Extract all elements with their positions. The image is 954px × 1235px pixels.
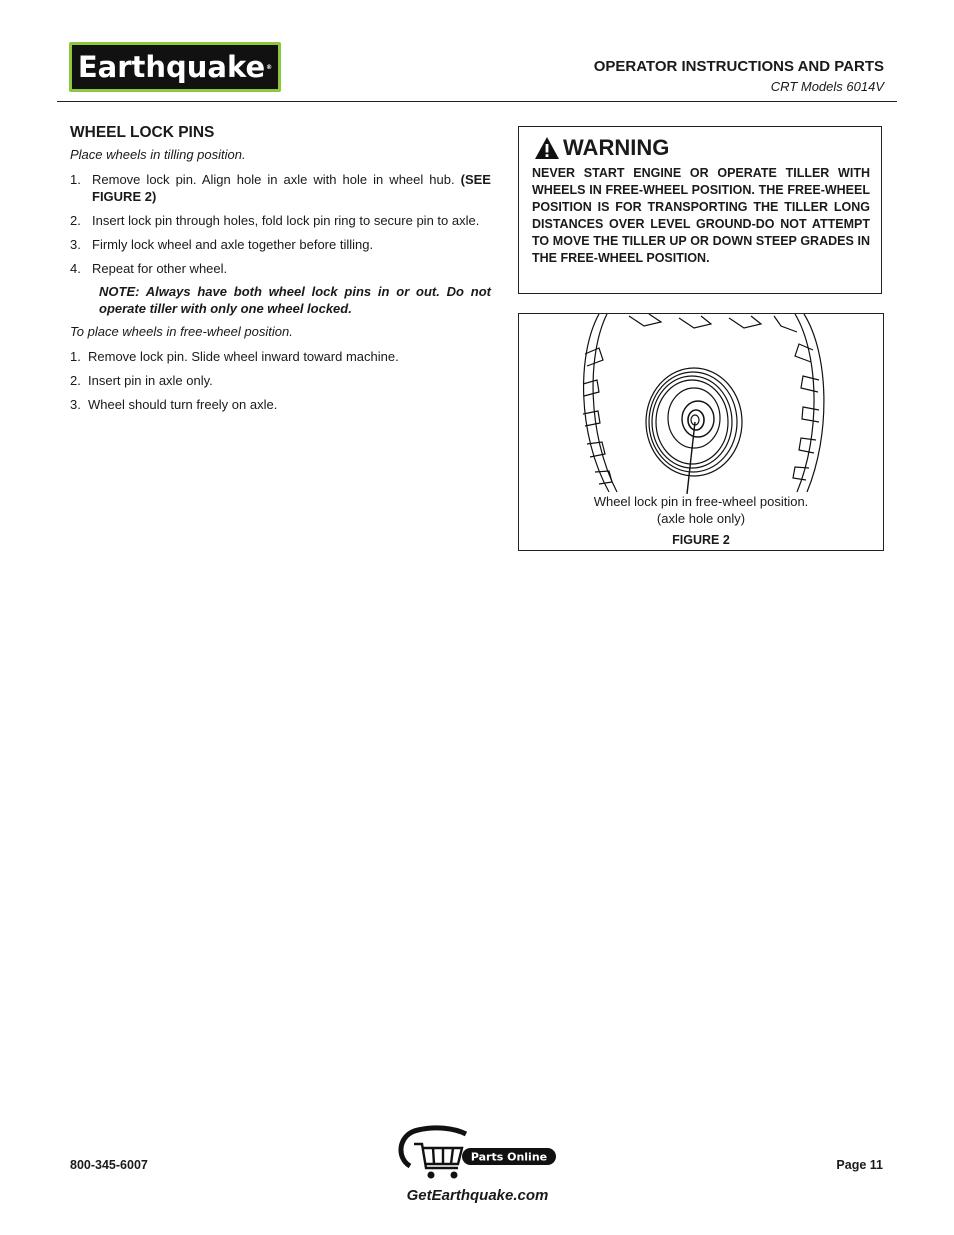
earthquake-logo xyxy=(69,42,281,92)
warning-triangle-icon xyxy=(534,136,560,160)
parts-online-badge: Parts Online xyxy=(470,1150,548,1164)
document-title: OPERATOR INSTRUCTIONS AND PARTS xyxy=(593,58,884,75)
phone-number: 800-345-6007 xyxy=(70,1158,148,1172)
parts-online-logo xyxy=(396,1124,560,1180)
figure-reference: (SEE FIGURE 2) xyxy=(92,172,491,204)
page-number: Page 11 xyxy=(836,1158,883,1172)
list-item: 1. Remove lock pin. Slide wheel inward toward machine. xyxy=(70,349,399,364)
website-url: GetEarthquake.com xyxy=(406,1187,549,1204)
warning-box xyxy=(518,126,882,294)
wheel-lock-section xyxy=(70,124,491,420)
tilling-intro: Place wheels in tilling position. xyxy=(70,147,246,162)
list-item: 4. Repeat for other wheel. xyxy=(70,261,228,276)
document-subtitle: CRT Models 6014V xyxy=(770,79,884,94)
list-item: 3. Wheel should turn freely on axle. xyxy=(70,397,278,412)
header-divider xyxy=(57,101,897,102)
figure-caption: Wheel lock pin in free-wheel position. xyxy=(593,494,809,509)
section-heading: WHEEL LOCK PINS xyxy=(70,124,215,141)
figure-label: FIGURE 2 xyxy=(672,533,730,547)
figure-2 xyxy=(518,313,884,551)
warning-text: NEVER START ENGINE OR OPERATE TILLER WITH WHEELS IN FREE-WHEEL POSITION. THE FREE-WHEEL POSITION IS FOR TRANSPORTING THE TILLER LONG DISTANCES OVER LEVEL GROUND-DO NOT ATTEMPT TO MOVE THE TILLER UP OR DOWN STEEP GRADES IN THE FREE-WHEEL POSITION. xyxy=(532,166,870,265)
wheel-illustration xyxy=(569,314,829,494)
list-item: 2. Insert lock pin through holes, fold lock pin ring to secure pin to axle. xyxy=(70,213,480,228)
warning-title: WARNING xyxy=(563,135,670,160)
list-item: 3. Firmly lock wheel and axle together before tilling. xyxy=(70,237,374,252)
logo-wordmark: Earthquake ® xyxy=(72,45,278,89)
figure-caption-note: (axle hole only) xyxy=(656,511,746,526)
list-item: 2. Insert pin in axle only. xyxy=(70,373,213,388)
free-wheel-steps-list xyxy=(70,348,491,413)
free-wheel-intro: To place wheels in free-wheel position. xyxy=(70,324,293,339)
list-item: 1. Remove lock pin. Align hole in axle with hole in wheel hub. (SEE FIGURE 2) xyxy=(70,172,491,204)
note-text: NOTE: Always have both wheel lock pins in or out. Do not operate tiller with only one wheel locked. xyxy=(99,284,491,316)
tilling-steps-list xyxy=(70,171,491,277)
warning-header xyxy=(534,135,669,161)
